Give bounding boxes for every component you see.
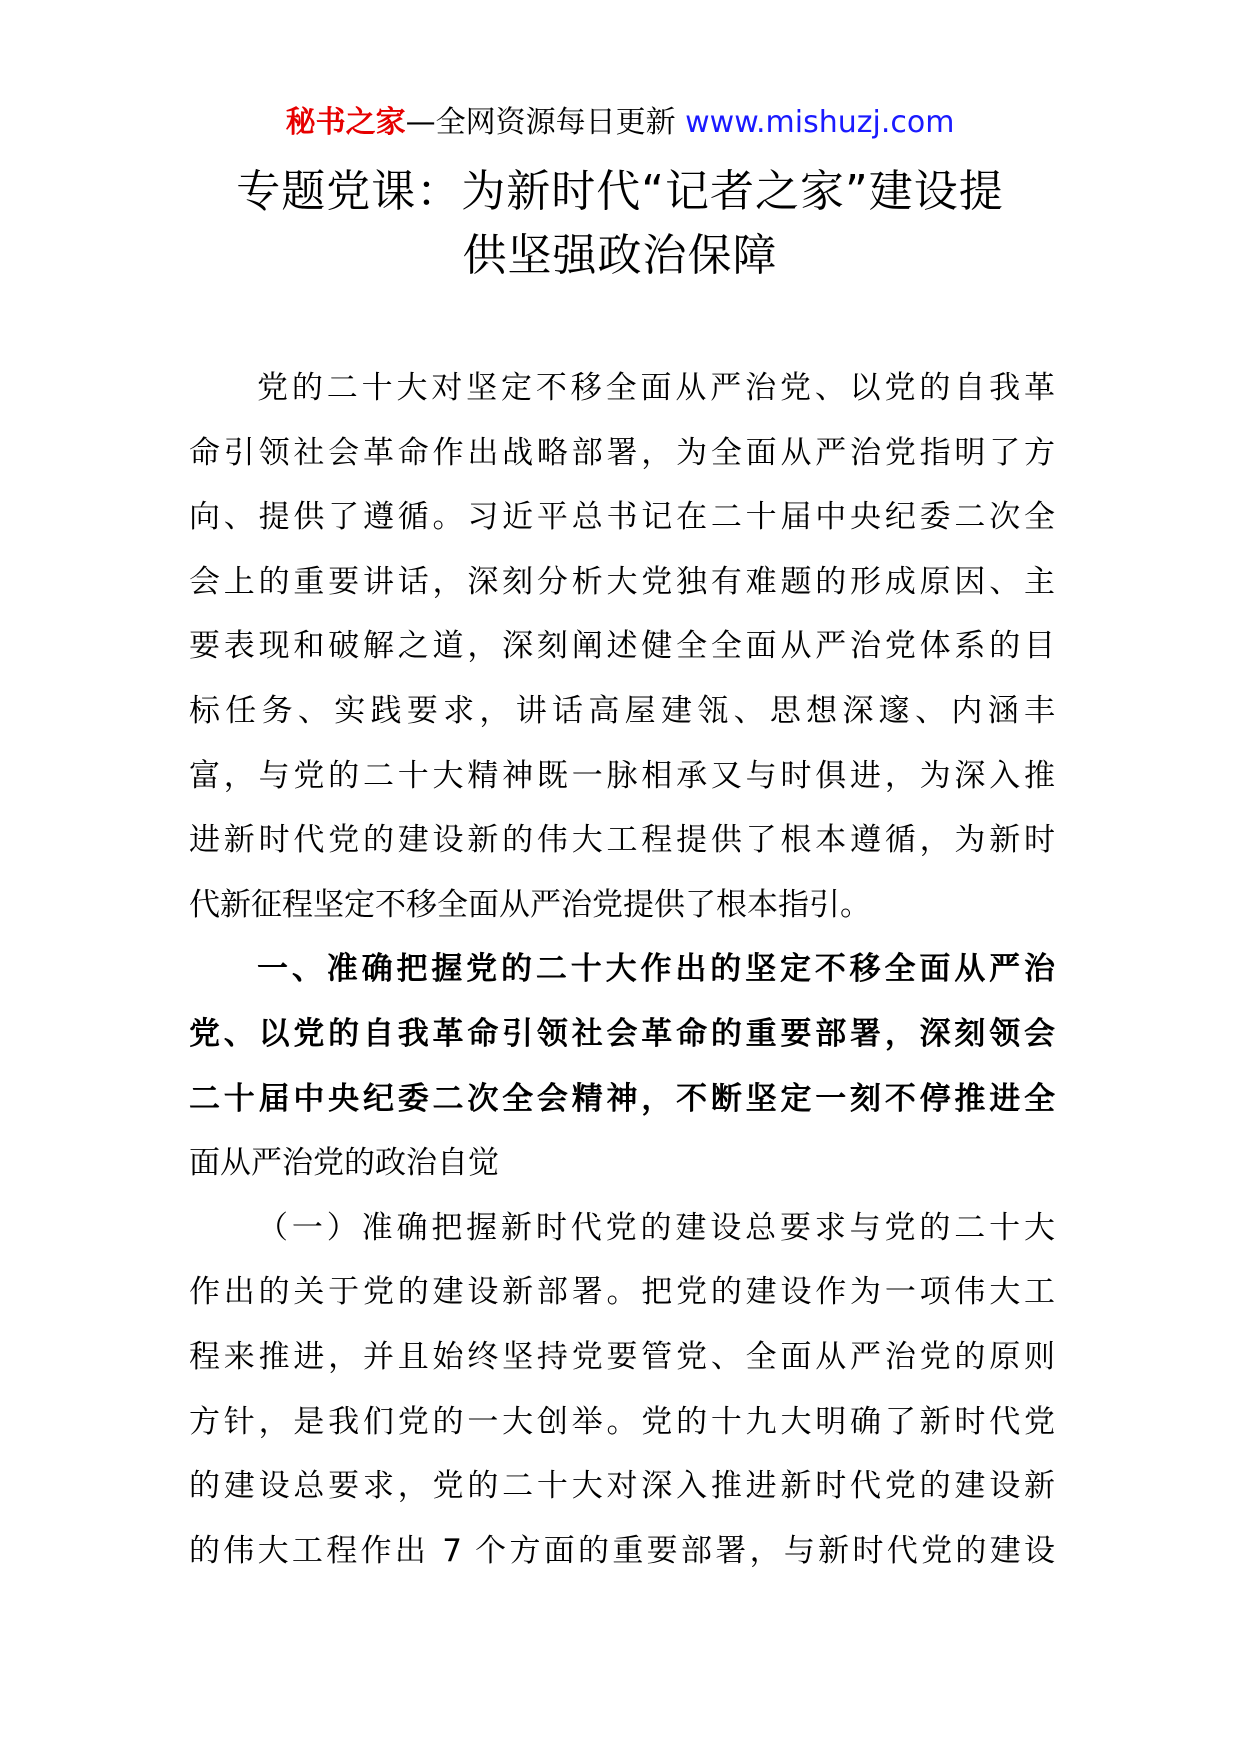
brand-name: 秘书之家 — [285, 105, 406, 140]
section-heading-line: 一、准确把握党的二十大作出的坚定不移全面从严治 — [257, 951, 1055, 988]
document-title — [150, 160, 1090, 288]
section-heading-line: 党、以党的自我革命引领社会革命的重要部署，深刻领会 — [189, 1015, 1055, 1052]
paragraph-line: 命引领社会革命作出战略部署，为全面从严治党指明了方 — [189, 434, 1055, 471]
title-line-2: 供坚强政治保障 — [462, 230, 778, 281]
site-header — [0, 100, 1240, 146]
paragraph-line: 的建设总要求，党的二十大对深入推进新时代党的建设新 — [189, 1468, 1055, 1505]
paragraph-line: 标任务、实践要求，讲话高屋建瓴、思想深邃、内涵丰 — [189, 692, 1055, 729]
paragraph-line: 作出的关于党的建设新部署。把党的建设作为一项伟大工 — [189, 1274, 1055, 1311]
paragraph-line: 富，与党的二十大精神既一脉相承又与时俱进，为深入推 — [189, 757, 1055, 794]
paragraph-line: 程来推进，并且始终坚持党要管党、全面从严治党的原则 — [189, 1338, 1055, 1375]
paragraph-line: 的伟大工程作出 7 个方面的重要部署，与新时代党的建设 — [189, 1532, 1055, 1569]
paragraph-line: 代新征程坚定不移全面从严治党提供了根本指引。 — [189, 886, 871, 923]
paragraph-line: 进新时代党的建设新的伟大工程提供了根本遵循，为新时 — [189, 822, 1055, 859]
title-line-1: 专题党课：为新时代“记者之家”建设提 — [236, 166, 1004, 217]
paragraph-line: 要表现和破解之道，深刻阐述健全全面从严治党体系的目 — [189, 628, 1055, 665]
document-body — [189, 356, 1055, 1583]
paragraph-line: 向、提供了遵循。习近平总书记在二十届中央纪委二次全 — [189, 499, 1055, 536]
paragraph-line: 方针，是我们党的一大创举。党的十九大明确了新时代党 — [189, 1403, 1055, 1440]
section-heading-line: 面从严治党的政治自觉 — [189, 1145, 499, 1182]
paragraph-line: 会上的重要讲话，深刻分析大党独有难题的形成原因、主 — [189, 563, 1055, 600]
site-url-link[interactable]: www.mishuzj.com — [685, 105, 955, 140]
section-heading-line: 二十届中央纪委二次全会精神，不断坚定一刻不停推进全 — [189, 1080, 1055, 1117]
paragraph-line: 党的二十大对坚定不移全面从严治党、以党的自我革 — [257, 370, 1055, 406]
paragraph-line: （一）准确把握新时代党的建设总要求与党的二十大 — [257, 1209, 1055, 1246]
header-tagline: —全网资源每日更新 — [405, 105, 686, 140]
